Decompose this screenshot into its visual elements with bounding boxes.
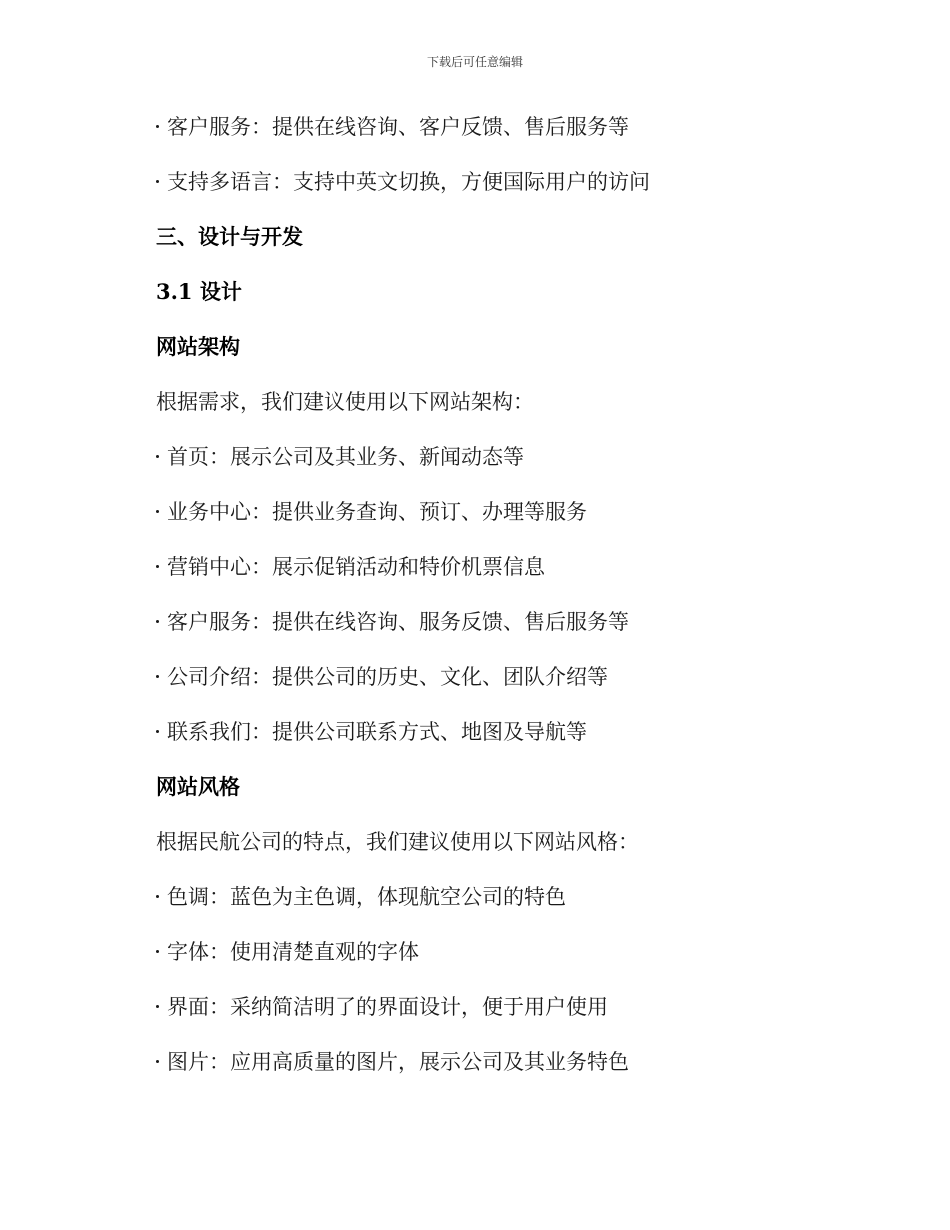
bullet-item	[156, 878, 856, 933]
bullet-dot-icon	[156, 620, 159, 623]
bullet-item	[156, 713, 856, 768]
bullet-text: 业务中心：提供业务查询、预订、办理等服务	[167, 500, 587, 524]
bullet-text: 图片：应用高质量的图片，展示公司及其业务特色	[167, 1050, 629, 1074]
bullet-text: 支持多语言：支持中英文切换，方便国际用户的访问	[167, 170, 650, 194]
bullet-text: 客户服务：提供在线咨询、服务反馈、售后服务等	[167, 610, 629, 634]
bullet-text: 首页：展示公司及其业务、新闻动态等	[167, 445, 524, 469]
bullet-dot-icon	[156, 730, 159, 733]
document-body	[156, 108, 856, 1098]
bullet-text: 联系我们：提供公司联系方式、地图及导航等	[167, 720, 587, 744]
bullet-dot-icon	[156, 675, 159, 678]
topic-heading: 网站架构	[156, 334, 240, 359]
bullet-dot-icon	[156, 125, 159, 128]
bullet-text: 色调：蓝色为主色调，体现航空公司的特色	[167, 885, 566, 909]
bullet-item	[156, 933, 856, 988]
bullet-dot-icon	[156, 950, 159, 953]
bullet-item	[156, 548, 856, 603]
bullet-text: 营销中心：展示促销活动和特价机票信息	[167, 555, 545, 579]
bullet-dot-icon	[156, 1060, 159, 1063]
bullet-dot-icon	[156, 1005, 159, 1008]
page-header: 下载后可任意编辑	[426, 55, 523, 69]
subsection-heading: 3.1 设计	[156, 279, 242, 304]
bullet-text: 界面：采纳简洁明了的界面设计，便于用户使用	[167, 995, 608, 1019]
bullet-item	[156, 988, 856, 1043]
bullet-item	[156, 603, 856, 658]
bullet-dot-icon	[156, 565, 159, 568]
bullet-item	[156, 1043, 856, 1098]
bullet-text: 字体：使用清楚直观的字体	[167, 940, 419, 964]
bullet-dot-icon	[156, 455, 159, 458]
topic-heading: 网站风格	[156, 774, 240, 799]
bullet-item	[156, 438, 856, 493]
bullet-text: 公司介绍：提供公司的历史、文化、团队介绍等	[167, 665, 608, 689]
paragraph: 根据需求，我们建议使用以下网站架构：	[156, 390, 534, 414]
bullet-item	[156, 163, 856, 218]
bullet-item	[156, 493, 856, 548]
bullet-item	[156, 108, 856, 163]
bullet-dot-icon	[156, 895, 159, 898]
bullet-item	[156, 658, 856, 713]
section-heading: 三、设计与开发	[156, 224, 303, 249]
bullet-text: 客户服务：提供在线咨询、客户反馈、售后服务等	[167, 115, 629, 139]
paragraph: 根据民航公司的特点，我们建议使用以下网站风格：	[156, 830, 639, 854]
bullet-dot-icon	[156, 180, 159, 183]
bullet-dot-icon	[156, 510, 159, 513]
